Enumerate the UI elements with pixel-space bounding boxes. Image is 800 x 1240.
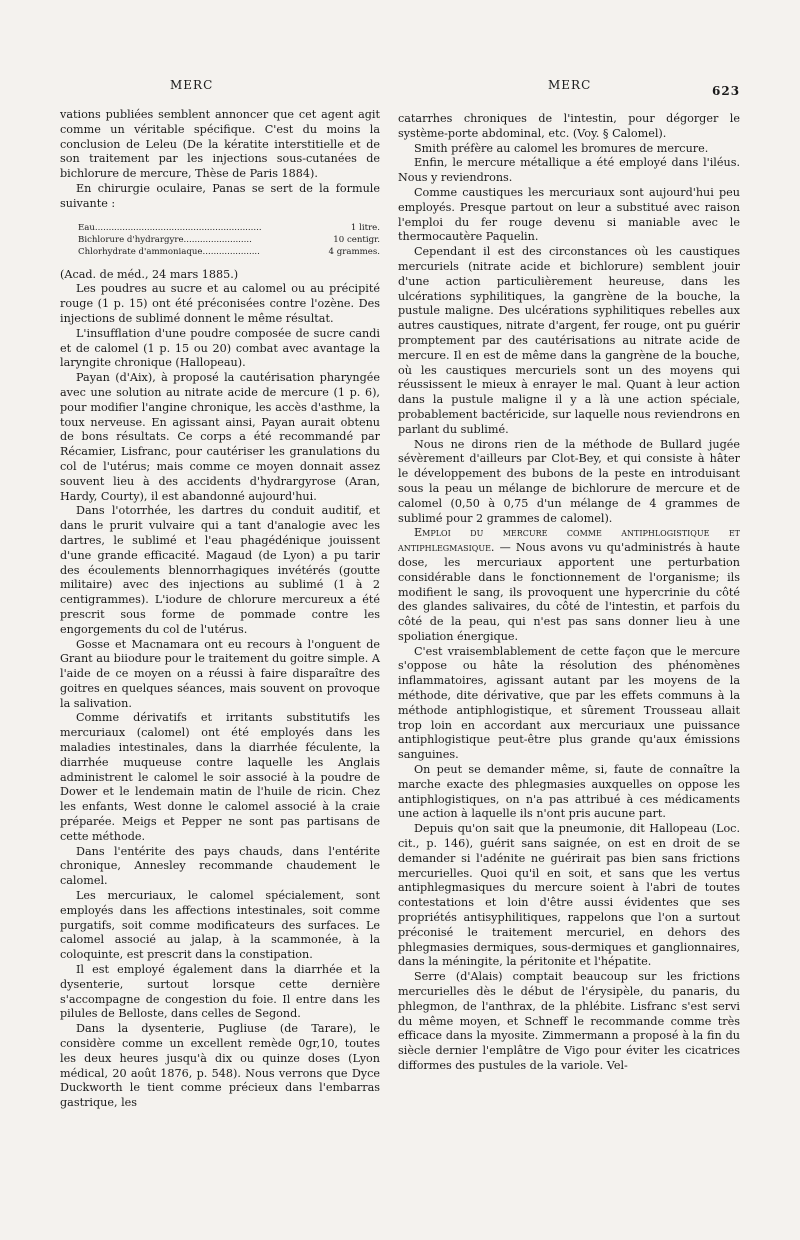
running-header-left: MERC (170, 78, 214, 92)
formula-quantity: 1 litre. (350, 222, 380, 233)
section-heading: Emploi du mercure comme antiphlogistique et antiphlegmasique. (398, 526, 740, 555)
paragraph: Les poudres au sucre et au calomel ou au précipité rouge (1 p. 15) ont été préconisées contre l'ozène. Des injections de sublimé donnent le même résultat. (60, 282, 380, 325)
paragraph: Les mercuriaux, le calomel spécialement, sont employés dans les affections intestinales, soit comme purgatifs, soit comme modificateurs des surfaces. Le calomel associé au jalap, à la scammonée, à la coloquinte, est prescrit dans la constipation. (60, 889, 380, 962)
paragraph: vations publiées semblent annoncer que cet agent agit comme un véritable spécifique. C'est du moins la conclusion de Leleu (De la kératite interstitielle et de son traitement par les injections sous-cutanées de bichlorure de mercure, Thèse de Paris 1884). (60, 108, 380, 181)
section-paragraph (398, 526, 740, 644)
paragraph: Dans l'entérite des pays chauds, dans l'entérite chronique, Annesley recommande chaudement le calomel. (60, 844, 380, 888)
formula-ingredient: Chlorhydrate d'ammoniaque..................... (78, 246, 260, 257)
formula-row (78, 222, 380, 234)
right-column (398, 112, 740, 1074)
formula-table (78, 222, 380, 258)
paragraph: Serre (d'Alais) comptait beaucoup sur les frictions mercurielles dès le début de l'érysipèle, du panaris, du phlegmon, de l'anthrax, de la phlébite. Lisfranc s'est servi du même moyen, et Schneff le recommande comme très efficace dans la myosite. Zimmermann a proposé à la fin du siècle dernier l'emplâtre de Vigo pour éviter les cicatrices difformes des pustules de la variole. Vel- (398, 970, 740, 1072)
paragraph: Comme dérivatifs et irritants substitutifs les mercuriaux (calomel) ont été employés dans les maladies intestinales, dans la diarrhée féculente, la diarrhée muqueuse contre laquelle les Anglais administrent le calomel le soir associé à la poudre de Dower et le lendemain matin de l'huile de ricin. Chez les enfants, West donne le calomel associé à la craie préparée. Meigs et Pepper ne sont pas partisans de cette méthode. (60, 711, 380, 843)
paragraph: En chirurgie oculaire, Panas se sert de la formule suivante : (60, 181, 380, 210)
formula-quantity: 4 grammes. (328, 246, 380, 257)
formula-ingredient: Eau............................................................. (78, 222, 262, 233)
paragraph: catarrhes chroniques de l'intestin, pour dégorger le système-porte abdominal, etc. (Voy. § Calomel). (398, 112, 740, 140)
paragraph: Dans la dysenterie, Pugliuse (de Tarare), le considère comme un excellent remède 0gr,10, toutes les deux heures jusqu'à dix ou quinze doses (Lyon médical, 20 août 1876, p. 548). Nous verrons que Dyce Duckworth le tient comme précieux dans l'embarras gastrique, les (60, 1022, 380, 1110)
paragraph: Gosse et Macnamara ont eu recours à l'onguent de Grant au biiodure pour le traitement du goitre simple. A l'aide de ce moyen on a réussi à faire disparaître des goitres en quelques séances, mais souvent on provoque la salivation. (60, 637, 380, 710)
paragraph: Enfin, le mercure métallique a été employé dans l'iléus. Nous y reviendrons. (398, 156, 740, 185)
paragraph: On peut se demander même, si, faute de connaître la marche exacte des phlegmasies auxquelles on oppose les antiphlogistiques, on n'a pas attribué à ces médicaments une action à laquelle ils n'ont pris aucune part. (398, 763, 740, 821)
paragraph: Dans l'otorrhée, les dartres du conduit auditif, et dans le prurit vulvaire qui a tant d'analogie avec les dartres, le sublimé et l'eau phagédénique jouissent d'une grande efficacité. Magaud (de Lyon) a pu tarir des écoulements blennorrhagiques invétérés (goutte militaire) avec des injections au sublimé (1 à 2 centigrammes). L'iodure de chlorure mercureux a été prescrit sous forme de pommade contre les engorgements du col de l'utérus. (60, 504, 380, 636)
paragraph: Comme caustiques les mercuriaux sont aujourd'hui peu employés. Presque partout on leur a substitué avec raison l'emploi du fer rouge devenu si maniable avec le thermocautère Paquelin. (398, 185, 740, 244)
citation: (Acad. de méd., 24 mars 1885.) (60, 267, 239, 281)
paragraph: Cependant il est des circonstances où les caustiques mercuriels (nitrate acide et bichlorure) semblent jouir d'une action particulièrement heureuse, dans les ulcérations syphilitiques, la gangrène de la bouche, la pustule maligne. Des ulcérations syphilitiques rebelles aux autres caustiques, nitrate d'argent, fer rouge, ont pu guérir promptement par des cautérisations au nitrate acide de mercure. Il en est de même dans la gangrène de la bouche, où les caustiques mercuriels sont un des moyens qui réussissent le mieux à enrayer le mal. Quant à leur action dans la pustule maligne il y a là une action spéciale, probablement bactéricide, sur laquelle nous reviendrons en parlant du sublimé. (398, 245, 740, 436)
section-text: — Nous avons vu qu'administrés à haute dose, les mercuriaux apportent une perturbation considérable dans le fonctionnement de l'organisme; ils modifient le sang, ils provoquent une hypercrinie du côté des glandes salivaires, du côté de l'intestin, et parfois du côté de la peau, qui n'est pas sans donner lieu à une spoliation énergique. (398, 541, 740, 643)
formula-row (78, 246, 380, 258)
formula-ingredient: Bichlorure d'hydrargyre......................... (78, 234, 252, 245)
left-column (60, 108, 380, 1111)
paragraph: Il est employé également dans la diarrhée et la dysenterie, surtout lorsque cette dernière s'accompagne de congestion du foie. Il entre dans les pilules de Belloste, dans celles de Segond. (60, 963, 380, 1021)
paragraph: L'insufflation d'une poudre composée de sucre candi et de calomel (1 p. 15 ou 20) combat avec avantage la laryngite chronique (Hallopeau). (60, 326, 380, 370)
formula-row (78, 234, 380, 246)
formula-quantity: 10 centigr. (333, 234, 380, 245)
running-header-right: MERC (548, 78, 592, 92)
page-number: 623 (712, 84, 741, 98)
paragraph: Nous ne dirons rien de la méthode de Bullard jugée sévèrement d'ailleurs par Clot-Bey, et qui consiste à hâter le développement des bubons de la peste en introduisant sous la peau un mélange de bichlorure de mercure et de calomel (0,50 à 0,75 d'un mélange de 4 grammes de sublimé pour 2 grammes de calomel). (398, 437, 740, 525)
paragraph: Payan (d'Aix), à proposé la cautérisation pharyngée avec une solution au nitrate acide de mercure (1 p. 6), pour modifier l'angine chronique, les accès d'asthme, la toux nerveuse. En agissant ainsi, Payan aurait obtenu de bons résultats. Ce corps a été recommandé par Récamier, Lisfranc, pour cautériser les granulations du col de l'utérus; mais comme ce moyen donnait assez souvent lieu à des accidents d'hydrargyrose (Aran, Hardy, Courty), il est abandonné aujourd'hui. (60, 371, 380, 503)
paragraph: Depuis qu'on sait que la pneumonie, dit Hallopeau (Loc. cit., p. 146), guérit sans saignée, on est en droit de se demander si l'adénite ne guérirait pas bien sans frictions mercurielles. Quoi qu'il en soit, et sans que les vertus antiphlegmasiques du mercure soient à l'abri de toutes contestations et loin d'être aussi évidentes que ses propriétés antisyphilitiques, rappelons que l'on a surtout préconisé le traitement mercuriel, en dehors des phlegmasies dermiques, sous-dermiques et ganglionnaires, dans la méningite, la péritonite et l'hépatite. (398, 822, 740, 969)
paragraph: C'est vraisemblablement de cette façon que le mercure s'oppose ou hâte la résolution des phénomènes inflammatoires, agissant autant par les moyens de la méthode, dite dérivative, que par les effets communs à la méthode antiphlogistique, et sûrement Trousseau allait trop loin en accordant aux mercuriaux une puissance antiphlogistique peut-être plus grande qu'aux émissions sanguines. (398, 644, 740, 762)
paragraph: Smith préfère au calomel les bromures de mercure. (414, 141, 709, 155)
